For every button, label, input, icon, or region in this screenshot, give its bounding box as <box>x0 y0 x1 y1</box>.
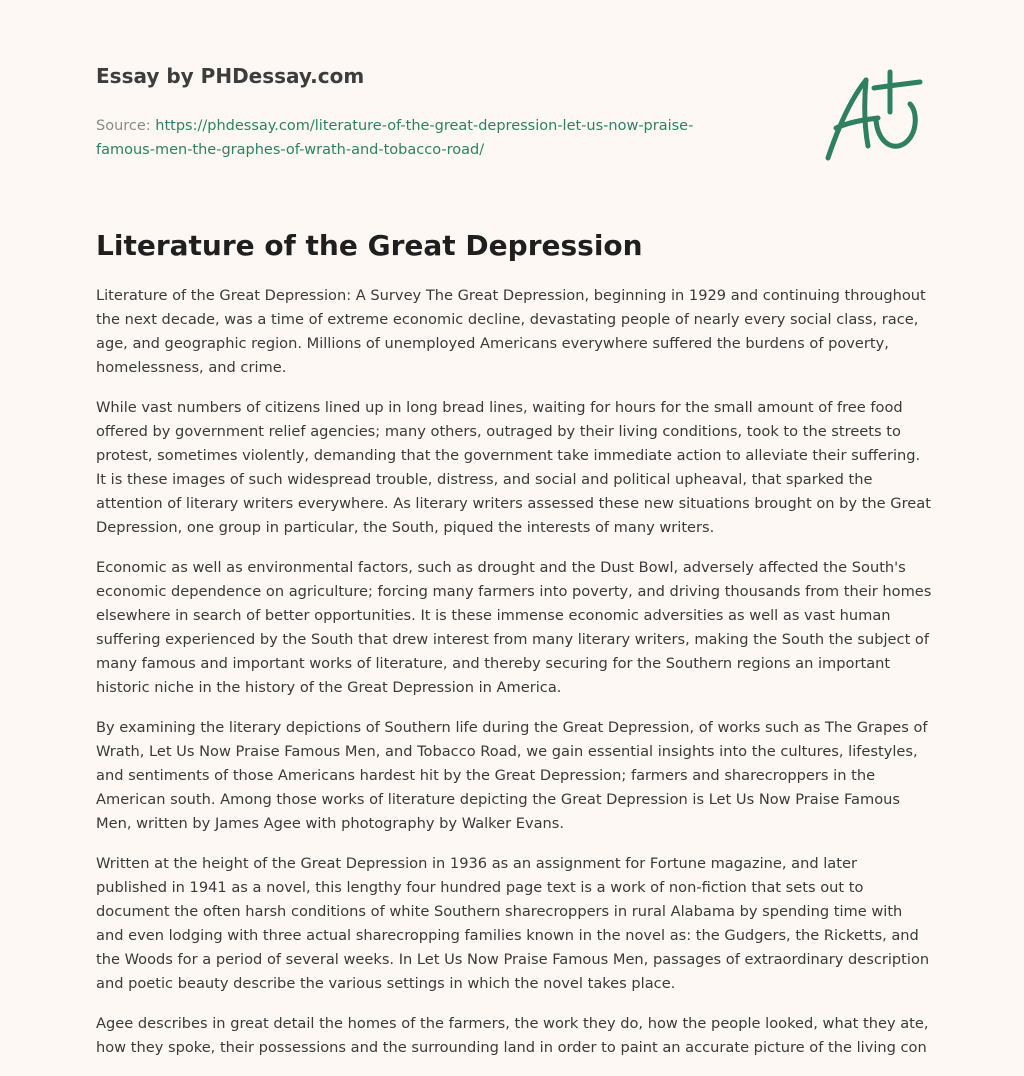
page-header <box>96 62 776 162</box>
source-url-line-2[interactable]: famous-men-the-graphes-of-wrath-and-tobacco-road/ <box>96 142 485 158</box>
article-title: Literature of the Great Depression <box>96 229 643 262</box>
paragraph-2: While vast numbers of citizens lined up in long bread lines, waiting for hours for the small amount of free food offered by government relief agencies; many others, outraged by their living conditions, took to the streets to protest, sometimes violently, demanding that the government take immediate action to alleviate their suffering. It is these images of such widespread trouble, distress, and social and political upheaval, that sparked the attention of literary writers everywhere. As literary writers assessed these new situations brought on by the Great Depression, one group in particular, the South, piqued the interests of many writers. <box>96 399 931 536</box>
paragraph-6: Agee describes in great detail the homes of the farmers, the work they do, how the people looked, what they ate, how they spoke, their possessions and the surrounding land in order to paint an accurate picture of the living con <box>96 1015 929 1056</box>
a-plus-grade-icon <box>820 66 928 166</box>
source-line <box>96 114 776 162</box>
source-link[interactable] <box>96 118 693 158</box>
source-label: Source: <box>96 118 151 134</box>
article-body <box>96 284 932 1076</box>
paragraph-4: By examining the literary depictions of Southern life during the Great Depression, of works such as The Grapes of Wrath, Let Us Now Praise Famous Men, and Tobacco Road, we gain essential insights into the cultures, lifestyles, and sentiments of those Americans hardest hit by the Great Depression; farmers and sharecroppers in the American south. Among those works of literature depicting the Great Depression is Let Us Now Praise Famous Men, written by James Agee with photography by Walker Evans. <box>96 719 928 832</box>
paragraph-5: Written at the height of the Great Depression in 1936 as an assignment for Fortune magazine, and later published in 1941 as a novel, this lengthy four hundred page text is a work of non-fiction that sets out to document the often harsh conditions of white Southern sharecroppers in rural Alabama by spending time with and even lodging with three actual sharecropping families known in the novel as: the Gudgers, the Ricketts, and the Woods for a period of several weeks. In Let Us Now Praise Famous Men, passages of extraordinary description and poetic beauty describe the various settings in which the novel takes place. <box>96 855 930 992</box>
paragraph-1: Literature of the Great Depression: A Survey The Great Depression, beginning in 1929 and continuing throughout the next decade, was a time of extreme economic decline, devastating people of nearly every social class, race, age, and geographic region. Millions of unemployed Americans everywhere suffered the burdens of poverty, homelessness, and crime. <box>96 287 926 376</box>
paragraph-3: Economic as well as environmental factors, such as drought and the Dust Bowl, adversely affected the South's economic dependence on agriculture; forcing many farmers into poverty, and driving thousands from their homes elsewhere in search of better opportunities. It is these immense economic adversities as well as vast human suffering experienced by the South that drew interest from many literary writers, making the South the subject of many famous and important works of literature, and thereby securing for the Southern regions an important historic niche in the history of the Great Depression in America. <box>96 559 932 696</box>
a-plus-logo-svg <box>820 66 928 166</box>
site-brand: Essay by PHDessay.com <box>96 64 365 88</box>
source-url-line-1[interactable]: https://phdessay.com/literature-of-the-great-depression-let-us-now-praise- <box>155 118 694 134</box>
